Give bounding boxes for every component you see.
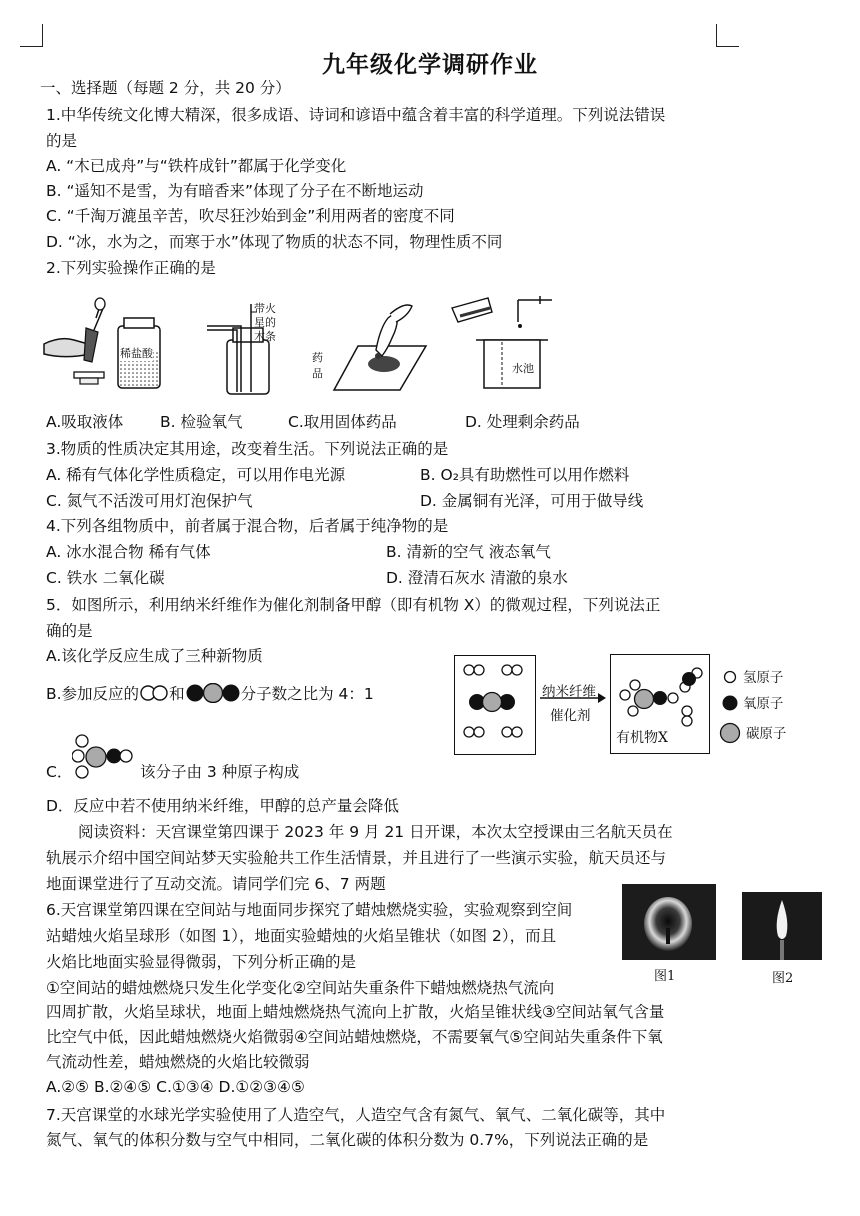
q5-option-c-text: 该分子由 3 种原子构成: [140, 763, 300, 781]
q1-option-b: B. “遥知不是雪，为有暗香来”体现了分子在不断地运动: [46, 182, 424, 200]
q2-stem: 2.下列实验操作正确的是: [46, 259, 216, 277]
q4-stem: 4.下列各组物质中，前者属于混合物，后者属于纯净物的是: [46, 517, 449, 535]
reactants-box: [454, 655, 536, 755]
q5-option-a: A.该化学反应生成了三种新物质: [46, 647, 263, 665]
splint-label-line1: 带火: [254, 302, 276, 315]
sink-illustration: [448, 294, 558, 394]
q7-line2: 氮气、氧气的体积分数与空气中相同，二氧化碳的体积分数为 0.7%，下列说法正确的是: [46, 1131, 649, 1149]
q5-option-b-suffix: 分子数之比为 4：1: [240, 685, 374, 703]
methanol-molecule-icon: [72, 734, 134, 788]
product-label: 有机物X: [616, 730, 668, 746]
q3-option-c: C. 氮气不活泼可用灯泡保护气: [46, 492, 253, 510]
arrow-label-bottom: 催化剂: [550, 708, 591, 724]
corner-mark-top-left: [20, 24, 43, 47]
legend-hydrogen-label: 氢原子: [742, 670, 784, 686]
drug-label: [312, 350, 323, 382]
acid-label: 稀盐酸: [120, 347, 153, 360]
figure-2-caption: 图2: [772, 971, 794, 986]
q5-option-c-prefix: C．: [46, 763, 73, 781]
splint-label-line3: 木条: [254, 330, 276, 343]
splint-label: [254, 302, 276, 344]
legend-hydrogen: [722, 666, 786, 692]
page-title: 九年级化学调研作业: [322, 52, 538, 78]
reactant-molecules: [455, 656, 535, 754]
q1-option-a: A. “木已成舟”与“铁杵成针”都属于化学变化: [46, 157, 347, 175]
q6-line1: 6.天宫课堂第四课在空间站与地面同步探究了蜡烛燃烧实验，实验观察到空间: [46, 901, 573, 919]
q1-option-c: C. “千淘万漉虽辛苦，吹尽狂沙始到金”利用两者的密度不同: [46, 207, 455, 225]
q2-option-d: D. 处理剩余药品: [465, 413, 580, 431]
q6-line4: ①空间站的蜡烛燃烧只发生化学变化②空间站失重条件下蜡烛燃烧热气流向: [46, 979, 555, 997]
q4-option-c: C. 铁水 二氧化碳: [46, 569, 165, 587]
spherical-flame-photo: [622, 884, 716, 960]
q5-stem-line2: 确的是: [46, 622, 93, 640]
q5-option-b-prefix: B.参加反应的: [46, 685, 140, 703]
carbon-dioxide-molecule-icon: [185, 683, 241, 703]
q6-line7: 气流动性差，蜡烛燃烧的火焰比较微弱: [46, 1053, 310, 1071]
q6-line3: 火焰比地面实验显得微弱，下列分析正确的是: [46, 953, 357, 971]
splint-label-line2: 星的: [254, 316, 276, 329]
reading-line2: 轨展示介绍中国空间站梦天实验舱共工作生活情景，并且进行了一些演示实验，航天员还与: [46, 849, 667, 867]
drug-label-line2: 品: [312, 367, 323, 380]
q5-option-b-mid: 和: [169, 685, 185, 703]
hydrogen-atom-icon: [722, 669, 738, 685]
q1-stem-line1: 1.中华传统文化博大精深，很多成语、诗词和谚语中蕴含着丰富的科学道理。下列说法错误: [46, 106, 666, 124]
legend-oxygen-label: 氧原子: [742, 696, 784, 712]
reading-line1: 阅读资料：天宫课堂第四课于 2023 年 9 月 21 日开课，本次太空授课由三名航天员在: [78, 823, 673, 841]
figure-1-caption: 图1: [654, 969, 676, 984]
q7-line1: 7.天宫课堂的水球光学实验使用了人造空气，人造空气含有氮气、氧气、二氧化碳等，其中: [46, 1106, 666, 1124]
legend-carbon: [722, 722, 786, 748]
legend-oxygen: [722, 692, 786, 722]
q5-option-b: [46, 682, 374, 706]
arrow-label-top: 纳米纤维: [542, 684, 596, 700]
hydrogen-molecule-icon: [139, 684, 169, 702]
gas-bottle-illustration: [205, 300, 295, 398]
legend-carbon-label: 碳原子: [745, 726, 787, 742]
q3-option-a: A. 稀有气体化学性质稳定，可以用作电光源: [46, 466, 346, 484]
section-heading: 一、选择题（每题 2 分，共 20 分）: [40, 79, 291, 97]
cone-flame-photo: [742, 892, 822, 960]
q2-option-c: C.取用固体药品: [288, 413, 397, 431]
q1-stem-line2: 的是: [46, 132, 78, 150]
q3-option-d: D. 金属铜有光泽，可用于做导线: [420, 492, 644, 510]
q5-stem-line1: 5．如图所示，利用纳米纤维作为催化剂制备甲醇（即有机物 X）的微观过程，下列说法正: [46, 596, 661, 614]
q4-option-d: D. 澄清石灰水 清澈的泉水: [386, 569, 568, 587]
sink-label: 水池: [512, 362, 534, 375]
q5-option-d: D．反应中若不使用纳米纤维，甲醇的总产量会降低: [46, 797, 399, 815]
q6-options: A.②⑤ B.②④⑤ C.①③④ D.①②③④⑤: [46, 1078, 305, 1096]
q6-line2: 站蜡烛火焰呈球形（如图 1），地面实验蜡烛的火焰呈锥状（如图 2），而且: [46, 927, 557, 945]
q1-option-d: D. “冰，水为之，而寒于水”体现了物质的状态不同，物理性质不同: [46, 233, 503, 251]
solid-drug-illustration: [330, 292, 430, 392]
q3-option-b: B. O₂具有助燃性可以用作燃料: [420, 466, 630, 484]
q4-option-a: A. 冰水混合物 稀有气体: [46, 543, 211, 561]
atom-legend: [722, 666, 786, 748]
drug-label-line1: 药: [312, 351, 323, 364]
q3-stem: 3.物质的性质决定其用途，改变着生活。下列说法正确的是: [46, 440, 449, 458]
q4-option-b: B. 清新的空气 液态氧气: [386, 543, 551, 561]
q6-line6: 比空气中低，因此蜡烛燃烧火焰微弱④空间站蜡烛燃烧，不需要氧气⑤空间站失重条件下氧: [46, 1028, 663, 1046]
q2-option-b: B. 检验氧气: [160, 413, 243, 431]
q2-option-a: A.吸取液体: [46, 413, 124, 431]
corner-mark-top-right: [716, 24, 739, 47]
q6-line5: 四周扩散，火焰呈球状，地面上蜡烛燃烧热气流向上扩散，火焰呈锥状线③空间站氧气含量: [46, 1003, 665, 1021]
reading-line3: 地面课堂进行了互动交流。请同学们完 6、7 两题: [46, 875, 386, 893]
oxygen-atom-icon: [722, 694, 738, 712]
carbon-atom-icon: [719, 722, 741, 744]
